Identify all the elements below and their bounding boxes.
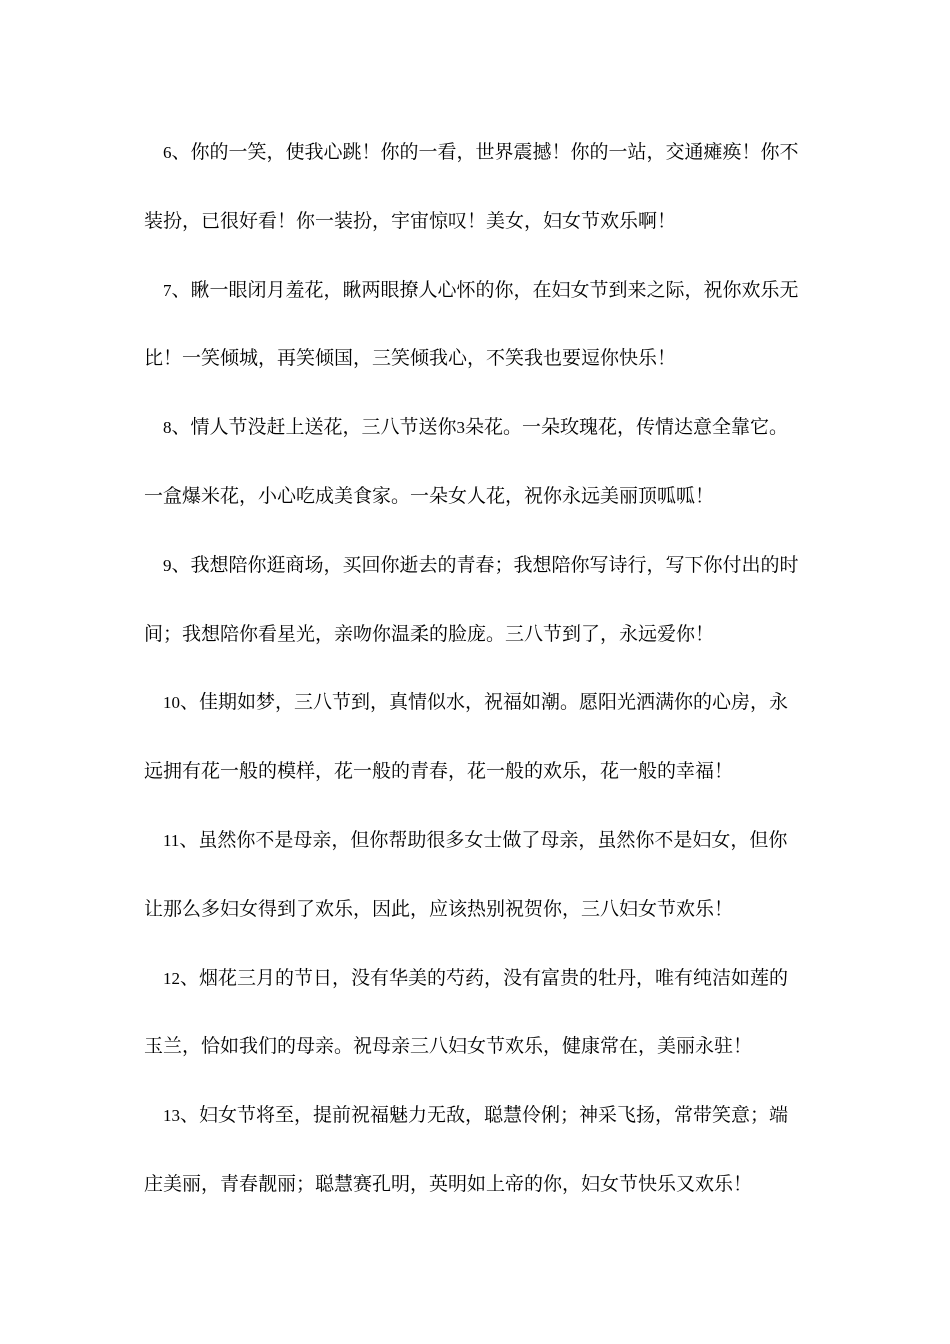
item-number: 9 [163,555,172,575]
item-line-2: 间；我想陪你看星光，亲吻你温柔的脸庞。三八节到了，永远爱你！ [144,622,715,645]
list-item [144,812,812,950]
item-line-1 [144,674,812,743]
list-item [144,537,812,675]
item-line-1 [144,124,812,193]
item-number: 11 [163,830,180,850]
list-item [144,262,812,400]
item-number: 7 [163,280,172,300]
item-text: 、你的一笑，使我心跳！你的一看，世界震撼！你的一站，交通瘫痪！你不 [171,141,799,163]
item-line-2: 远拥有花一般的模样，花一般的青春，花一般的欢乐，花一般的幸福！ [144,760,734,783]
item-line-2: 比！一笑倾城，再笑倾国，三笑倾我心，不笑我也要逗你快乐！ [144,347,677,370]
item-text: 、佳期如梦，三八节到，真情似水，祝福如潮。愿阳光洒满你的心房，永 [180,691,789,714]
item-line-2: 一盒爆米花，小心吃成美食家。一朵女人花，祝你永远美丽顶呱呱！ [144,484,715,507]
item-line-1 [144,399,812,468]
item-text: 朵花。一朵玫瑰花，传情达意全靠它。 [465,416,789,439]
item-text: 、瞅一眼闭月羞花，瞅两眼撩人心怀的你，在妇女节到来之际，祝你欢乐无 [171,278,799,301]
item-number: 10 [163,693,180,713]
item-text: 、虽然你不是母亲，但你帮助很多女士做了母亲，虽然你不是妇女，但你 [179,828,788,851]
item-line-1 [144,262,812,331]
item-text: 、情人节没赶上送花，三八节送你 [171,416,457,439]
item-line-2: 装扮，已很好看！你一装扮，宇宙惊叹！美女，妇女节欢乐啊！ [144,209,677,232]
item-line-2: 庄美丽，青春靓丽；聪慧赛孔明，英明如上帝的你，妇女节快乐又欢乐！ [144,1172,753,1195]
item-line-1 [144,950,812,1019]
item-line-1 [144,537,812,606]
item-line-2: 玉兰，恰如我们的母亲。祝母亲三八妇女节欢乐，健康常在，美丽永驻！ [144,1035,753,1058]
item-text: 、烟花三月的节日，没有华美的芍药，没有富贵的牡丹，唯有纯洁如莲的 [180,966,789,989]
item-number: 13 [163,1106,180,1126]
item-text: 、我想陪你逛商场，买回你逝去的青春；我想陪你写诗行，写下你付出的时 [171,553,799,576]
item-line-1 [144,1087,812,1156]
document-body [144,124,812,1225]
item-number: 8 [163,418,172,438]
item-text: 、妇女节将至，提前祝福魅力无敌，聪慧伶俐；神采飞扬，常带笑意；端 [180,1104,789,1127]
item-number: 12 [163,968,180,988]
inline-number: 3 [456,418,466,438]
list-item [144,950,812,1088]
item-number: 6 [163,143,172,162]
item-line-2: 让那么多妇女得到了欢乐，因此，应该热别祝贺你，三八妇女节欢乐！ [144,897,734,920]
item-line-1 [144,812,812,881]
list-item [144,399,812,537]
list-item [144,674,812,812]
list-item [144,1087,812,1225]
list-item [144,124,812,262]
